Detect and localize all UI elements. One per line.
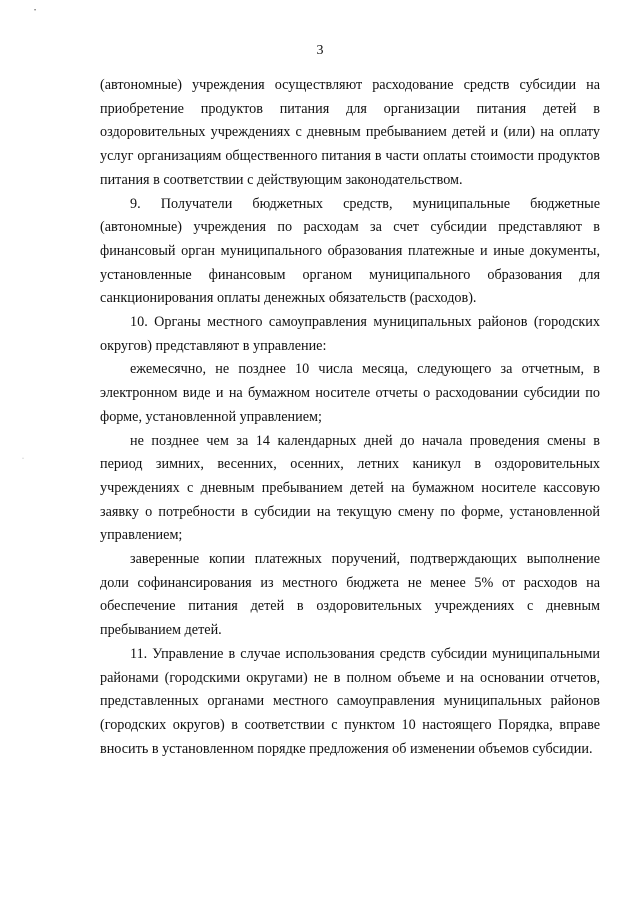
scan-speck: · <box>22 456 24 462</box>
paragraph-10-monthly: ежемесячно, не позднее 10 числа месяца, следующего за отчетным, в электронном виде и на бумажном носителе отчеты о расходовании субсидии по форме, установленной управлением; <box>100 361 600 425</box>
paragraph-9: 9. Получатели бюджетных средств, муниципальные бюджетные (автономные) учреждения по расходам за счет субсидии представляют в финансовый орган муниципального образования платежные и иные документы, установленные финансовым органом муниципального образования для санкционирования оплаты денежных обязательств (расходов). <box>100 195 600 307</box>
paragraph-10-cash-request: не позднее чем за 14 календарных дней до начала проведения смены в период зимних, весенних, осенних, летних каникул в оздоровительных учреждениях с дневным пребыванием детей на бумажном носителе кассовую заявку о потребности в субсидии на текущую смену по форме, установленной управлением; <box>100 432 600 544</box>
page-number: 3 <box>316 43 324 58</box>
paragraph-11: 11. Управление в случае использования средств субсидии муниципальными районами (городскими округами) не в полном объеме и на основании отчетов, представленных органами местного самоуправления муниципальных районов (городских округов) в соответствии с пунктом 10 настоящего Порядка, вправе вносить в установленном порядке предложения об изменении объемов субсидии. <box>100 645 600 757</box>
scan-speck: • <box>34 8 37 14</box>
paragraph-10: 10. Органы местного самоуправления муниципальных районов (городских округов) представляют в управление: <box>100 314 600 354</box>
paragraph-10-payment-copies: заверенные копии платежных поручений, подтверждающих выполнение доли софинансирования из местного бюджета не менее 5% от расходов на обеспечение питания детей в оздоровительных учреждениях с дневным пребыванием детей. <box>100 551 600 639</box>
document-body <box>100 74 600 761</box>
paragraph-continuation: (автономные) учреждения осуществляют расходование средств субсидии на приобретение продуктов питания для организации питания детей в оздоровительных учреждениях с дневным пребыванием детей и (или) на оплату услуг организациям общественного питания в части оплаты стоимости продуктов питания в соответствии с действующим законодательством. <box>100 77 600 188</box>
